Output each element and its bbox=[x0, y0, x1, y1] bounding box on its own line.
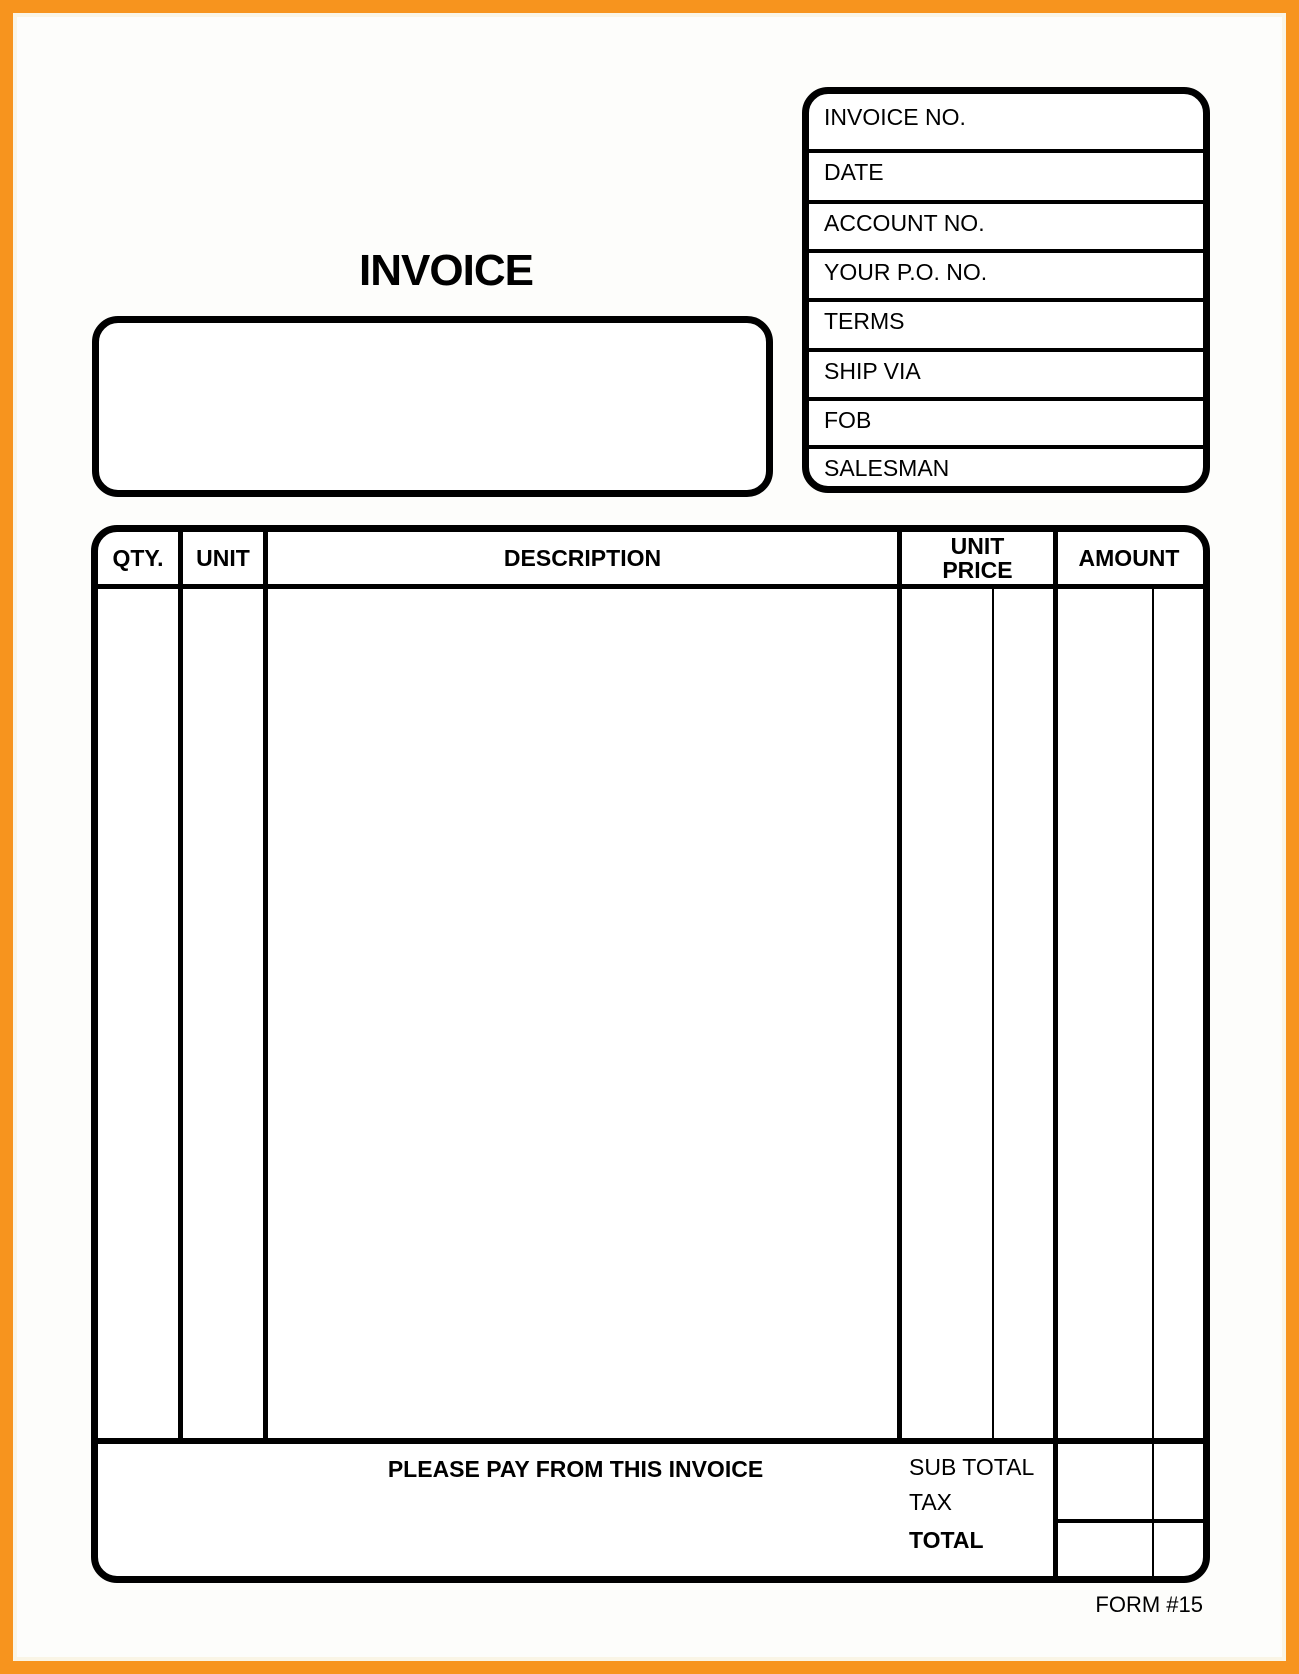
info-row-label: INVOICE NO. bbox=[824, 104, 966, 130]
info-row-salesman bbox=[809, 445, 1203, 486]
line-items-table bbox=[91, 525, 1210, 1583]
info-row-date bbox=[809, 149, 1203, 200]
column-header-amount: AMOUNT bbox=[1078, 545, 1180, 571]
info-row-your-po-no bbox=[809, 249, 1203, 298]
pay-note: PLEASE PAY FROM THIS INVOICE bbox=[387, 1456, 764, 1482]
info-row-ship-via bbox=[809, 348, 1203, 397]
page-title: INVOICE bbox=[359, 246, 533, 295]
items-area-bottom-rule bbox=[98, 1438, 1203, 1444]
info-row-label: YOUR P.O. NO. bbox=[824, 259, 988, 285]
info-row-label: ACCOUNT NO. bbox=[824, 210, 985, 236]
info-row-terms bbox=[809, 298, 1203, 348]
column-header-qty: QTY. bbox=[112, 545, 164, 571]
form-number: FORM #15 bbox=[1095, 1592, 1203, 1617]
column-header-unit-price-line2: PRICE bbox=[942, 557, 1013, 583]
info-row-label: SALESMAN bbox=[824, 455, 950, 481]
info-row-label: TERMS bbox=[824, 308, 905, 334]
info-row-label: DATE bbox=[824, 159, 884, 185]
line-items-blank-area bbox=[98, 589, 1203, 1438]
subtotal-label: SUB TOTAL bbox=[909, 1454, 1035, 1480]
total-label: TOTAL bbox=[909, 1527, 984, 1553]
info-row-fob bbox=[809, 397, 1203, 445]
info-row-invoice-no bbox=[809, 94, 1203, 149]
column-header-unit: UNIT bbox=[196, 545, 250, 571]
subtotal-tax-amount-cell bbox=[1058, 1444, 1203, 1519]
customer-address-box bbox=[92, 316, 773, 497]
total-amount-cell bbox=[1058, 1523, 1203, 1576]
tax-label: TAX bbox=[909, 1489, 953, 1515]
column-header-unit-price-line1: UNIT bbox=[950, 533, 1005, 559]
column-header-description: DESCRIPTION bbox=[503, 545, 662, 571]
info-row-label: FOB bbox=[824, 407, 872, 433]
info-row-account-no bbox=[809, 200, 1203, 249]
column-header-unit-price bbox=[902, 532, 1053, 584]
invoice-meta-box bbox=[802, 87, 1210, 493]
info-row-label: SHIP VIA bbox=[824, 358, 921, 384]
